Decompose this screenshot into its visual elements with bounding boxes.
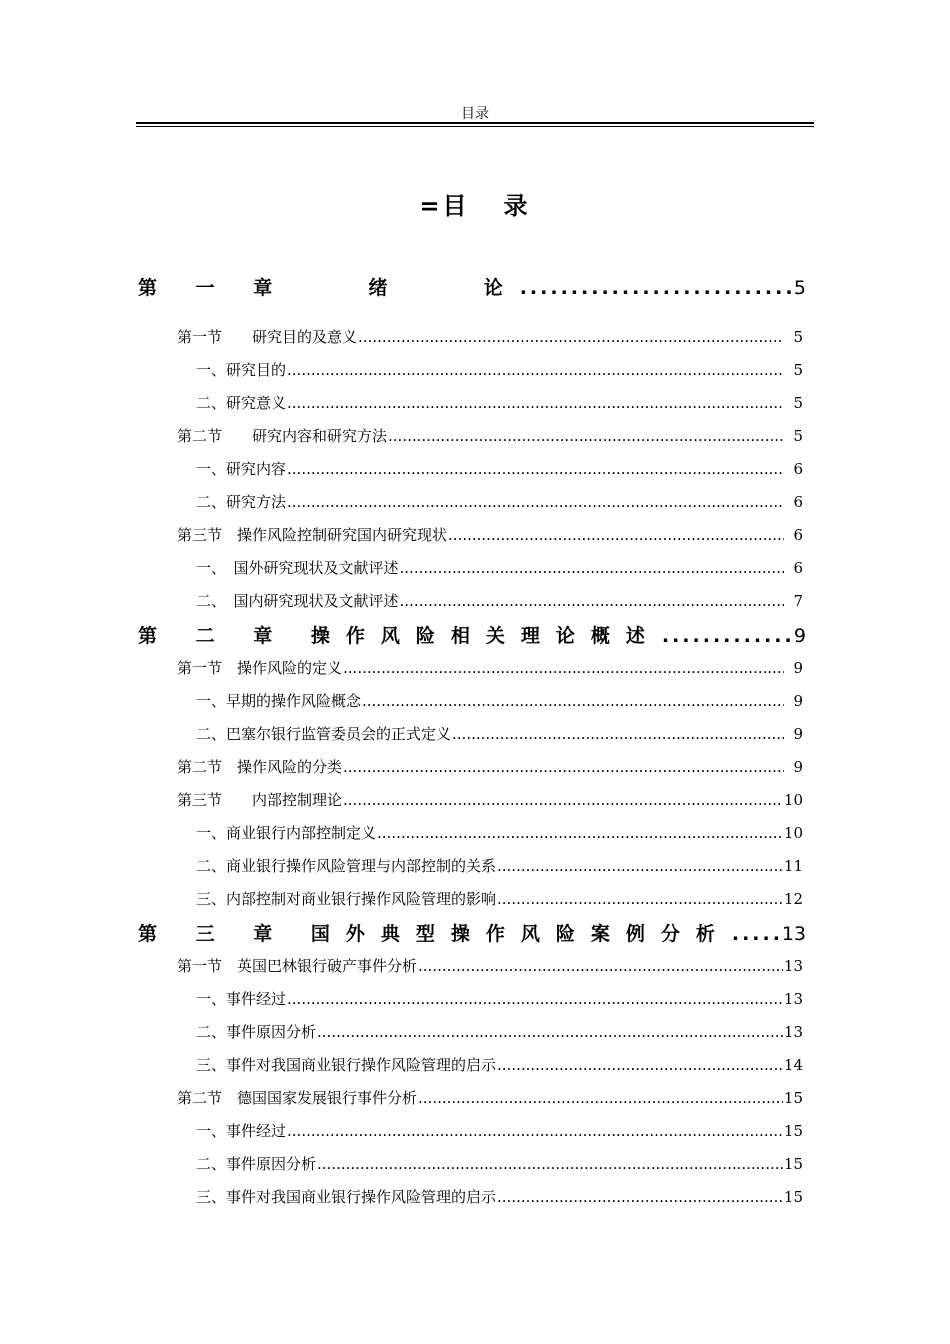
toc-subsection[interactable] [196,888,803,909]
dot-leader [418,957,783,975]
toc-page-number: 13 [783,1023,803,1041]
dot-leader [400,592,784,610]
toc-page-number: 15 [783,1188,803,1206]
toc-section[interactable] [177,524,803,545]
toc-entry-label: 第二节 德国国家发展银行事件分析 [177,1089,418,1107]
toc-entry-label: 一、事件经过 [196,1122,287,1140]
dot-leader [287,394,784,412]
toc-entry-label: 第 三 章 国外典型操作风险案例分析 [138,923,731,945]
toc-page-number: 9 [793,758,803,776]
toc-section[interactable] [177,789,803,810]
toc-page-number: 7 [793,592,803,610]
dot-leader [732,923,781,945]
toc-page-number: 6 [793,493,803,511]
toc-section[interactable] [177,955,803,976]
toc-subsection[interactable] [196,855,803,876]
toc-entry-label: 一、商业银行内部控制定义 [196,824,377,842]
toc-entry-label: 第二节 研究内容和研究方法 [177,427,388,445]
dot-leader [287,361,784,379]
toc-entry-label: 第 二 章 操作风险相关理论概述 [138,625,661,647]
toc-entry-label: 第一节 研究目的及意义 [177,328,358,346]
toc-entry-label: 一、早期的操作风险概念 [196,692,362,710]
toc-entry-label: 二、研究意义 [196,394,287,412]
toc-title-suffix: 录 [503,192,531,220]
toc-subsection[interactable] [196,690,803,711]
toc-page-number: 9 [793,659,803,677]
dot-leader [497,1188,783,1206]
toc-page-number: 5 [793,361,803,379]
toc-chapter-2[interactable] [138,621,806,648]
toc-entry-label: 第 一 章 绪 论 [138,277,519,299]
toc-page-number: 9 [793,692,803,710]
toc-subsection[interactable] [196,1186,803,1207]
toc-subsection[interactable] [196,392,803,413]
header-rule-thin [136,126,814,127]
toc-entry-label: 三、事件对我国商业银行操作风险管理的启示 [196,1056,497,1074]
toc-entry-label: 二、商业银行操作风险管理与内部控制的关系 [196,857,497,875]
toc-page-number: 9 [793,625,806,647]
toc-subsection[interactable] [196,491,803,512]
toc-subsection[interactable] [196,590,803,611]
dot-leader [317,1023,783,1041]
toc-entry-label: 一、研究目的 [196,361,287,379]
toc-entry-label: 第二节 操作风险的分类 [177,758,343,776]
toc-page-number: 10 [783,824,803,842]
toc-page-number: 15 [783,1122,803,1140]
toc-page-number: 13 [783,990,803,1008]
toc-subsection[interactable] [196,822,803,843]
toc-page-number: 10 [783,791,803,809]
dot-leader [520,277,793,299]
toc-subsection[interactable] [196,988,803,1009]
dot-leader [497,890,783,908]
toc-page-number: 12 [783,890,803,908]
dot-leader [497,857,783,875]
toc-entry-label: 第三节 内部控制理论 [177,791,343,809]
toc-subsection[interactable] [196,458,803,479]
toc-entry-label: 一、研究内容 [196,460,287,478]
dot-leader [448,526,784,544]
toc-page-number: 6 [793,559,803,577]
toc-chapter-1[interactable] [138,273,806,300]
header-rule-thick [136,122,814,124]
dot-leader [662,625,793,647]
toc-page-number: 13 [783,957,803,975]
toc-section[interactable] [177,756,803,777]
toc-title-prefix: =目 [419,192,470,220]
toc-subsection[interactable] [196,723,803,744]
toc-section[interactable] [177,326,803,347]
toc-page-number: 13 [781,923,806,945]
toc-chapter-3[interactable] [138,919,806,946]
dot-leader [452,725,784,743]
toc-entry-label: 二、研究方法 [196,493,287,511]
toc-section[interactable] [177,657,803,678]
dot-leader [377,824,783,842]
toc-subsection[interactable] [196,1153,803,1174]
toc-page-number: 6 [793,460,803,478]
toc-subsection[interactable] [196,1054,803,1075]
toc-section[interactable] [177,1087,803,1108]
dot-leader [343,659,784,677]
toc-title [0,186,950,221]
toc-page-number: 5 [793,328,803,346]
toc-subsection[interactable] [196,557,803,578]
dot-leader [358,328,784,346]
dot-leader [287,990,783,1008]
dot-leader [400,559,784,577]
toc-entry-label: 一、事件经过 [196,990,287,1008]
toc-subsection[interactable] [196,1120,803,1141]
dot-leader [287,460,784,478]
toc-subsection[interactable] [196,359,803,380]
dot-leader [343,791,783,809]
toc-entry-label: 二、 国内研究现状及文献评述 [196,592,399,610]
toc-page-number: 5 [793,394,803,412]
dot-leader [497,1056,783,1074]
toc-page-number: 9 [793,725,803,743]
toc-entry-label: 二、事件原因分析 [196,1155,317,1173]
toc-entry-label: 二、巴塞尔银行监管委员会的正式定义 [196,725,452,743]
toc-page-number: 15 [783,1089,803,1107]
dot-leader [388,427,784,445]
toc-page-number: 5 [793,427,803,445]
toc-subsection[interactable] [196,1021,803,1042]
toc-entry-label: 第三节 操作风险控制研究国内研究现状 [177,526,448,544]
toc-page-number: 11 [783,857,803,875]
toc-page-number: 15 [783,1155,803,1173]
dot-leader [317,1155,783,1173]
toc-entry-label: 第一节 英国巴林银行破产事件分析 [177,957,418,975]
toc-page-number: 5 [793,277,806,299]
toc-entry-label: 二、事件原因分析 [196,1023,317,1041]
toc-entry-label: 三、内部控制对商业银行操作风险管理的影响 [196,890,497,908]
running-header: 目录 [461,106,489,122]
dot-leader [343,758,784,776]
toc-page-number: 14 [783,1056,803,1074]
dot-leader [362,692,784,710]
dot-leader [418,1089,783,1107]
toc-entry-label: 一、 国外研究现状及文献评述 [196,559,399,577]
dot-leader [287,1122,783,1140]
toc-entry-label: 三、事件对我国商业银行操作风险管理的启示 [196,1188,497,1206]
toc-section[interactable] [177,425,803,446]
toc-entry-label: 第一节 操作风险的定义 [177,659,343,677]
toc-page-number: 6 [793,526,803,544]
dot-leader [287,493,784,511]
